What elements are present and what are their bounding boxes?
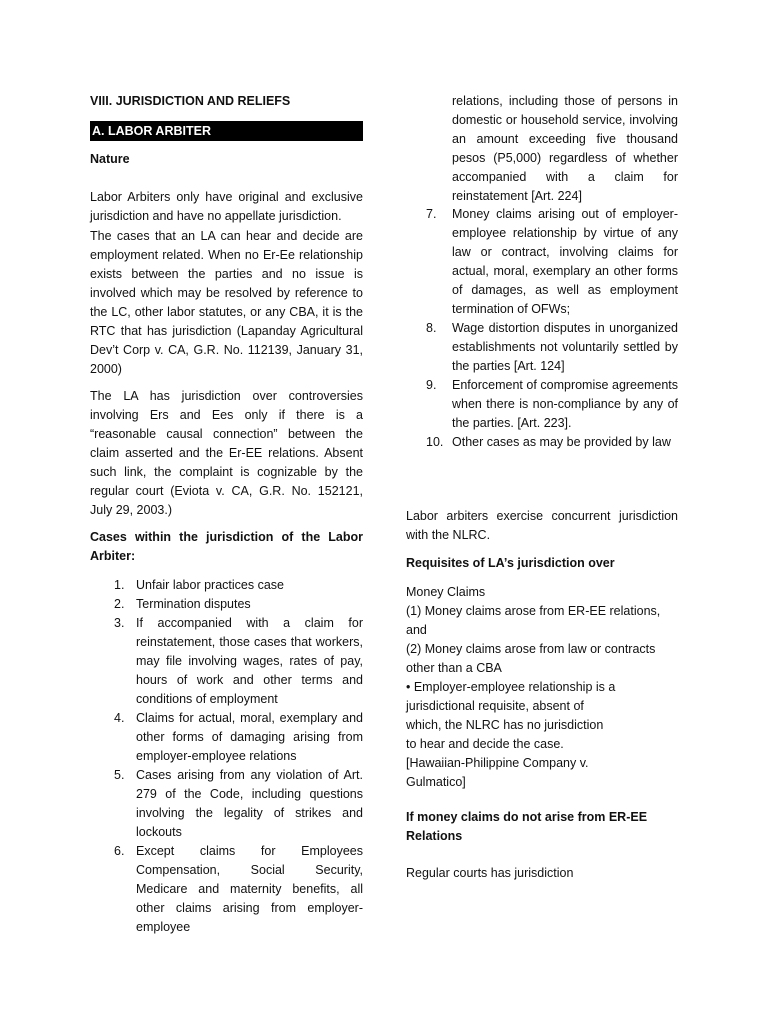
list-number: 5. (114, 768, 125, 782)
list-item (406, 376, 678, 433)
list-text: Other cases as may be provided by law (452, 435, 671, 449)
bullet-line: [Hawaiian-Philippine Company v. (406, 756, 589, 770)
list-text: Claims for actual, moral, exemplary and other forms of damaging arising from employer-employee relations (136, 711, 363, 763)
requisite-1: (1) Money claims arose from ER-EE relations, and (406, 604, 661, 637)
list-item (406, 205, 678, 319)
list-item (406, 319, 678, 376)
paragraph-employment-related: The cases that an LA can hear and decide are employment related. When no Er-Ee relationship exists between the parties and no issue is involved which may be resolved by reference to the LC, other labor statutes, or any CBA, it is the RTC that has jurisdiction (Lapanday Agricultural Dev’t Corp v. CA, G.R. No. 112139, January 31, 2000) (90, 229, 363, 376)
not-arise-heading: If money claims do not arise from ER-EE Relations (406, 810, 648, 843)
list-number: 4. (114, 711, 125, 725)
cases-list-left (90, 576, 363, 937)
list-text: Termination disputes (136, 597, 251, 611)
list-text: Enforcement of compromise agreements when there is non-compliance by any of the parties. [Art. 223]. (452, 378, 678, 430)
list-text: Wage distortion disputes in unorganized establishments not voluntarily settled by the parties [Art. 124] (452, 321, 678, 373)
concurrent-jurisdiction: Labor arbiters exercise concurrent jurisdiction with the NLRC. (406, 509, 678, 542)
list-item (90, 842, 363, 937)
money-claims-label: Money Claims (406, 585, 486, 599)
paragraph-causal-connection: The LA has jurisdiction over controversies involving Ers and Ees only if there is a “reasonable causal connection” between the claim asserted and the Er-EE relations. Absent such link, the complaint is cognizable by the regular court (Eviota v. CA, G.R. No. 152121, July 29, 2003.) (90, 389, 363, 517)
requisite-2: (2) Money claims arose from law or contracts other than a CBA (406, 642, 656, 675)
list-number: 2. (114, 597, 125, 611)
left-column-body (90, 0, 363, 1024)
bullet-line: jurisdictional requisite, absent of (406, 699, 584, 713)
bullet-line: to hear and decide the case. (406, 737, 564, 751)
list-item (406, 433, 678, 452)
regular-courts-text: Regular courts has jurisdiction (406, 866, 574, 880)
subsection-header-bar: A. LABOR ARBITER (90, 121, 363, 141)
right-column (406, 0, 678, 1024)
cases-heading: Cases within the jurisdiction of the Labor Arbiter: (90, 530, 363, 563)
requisites-heading: Requisites of LA’s jurisdiction over (406, 556, 615, 570)
list-item (90, 576, 363, 595)
list-item (90, 614, 363, 709)
list-number: 6. (114, 844, 125, 858)
money-claims-block (406, 583, 678, 792)
continued-item-6: relations, including those of persons in domestic or household service, involving an amount exceeding five thousand pesos (P5,000) regardless of whether accompanied with a claim for reinstatement [Art. 224] (452, 94, 678, 203)
list-text: If accompanied with a claim for reinstatement, those cases that workers, may file involving wages, rates of pay, hours of work and other terms and conditions of employment (136, 616, 363, 706)
list-text: Money claims arising out of employer-employee relationship by virtue of any law or contract, involving claims for actual, moral, exemplary an other forms of damages, as well as employment termination of OFWs; (452, 207, 678, 316)
list-number: 7. (426, 207, 437, 221)
list-number: 9. (426, 378, 437, 392)
section-title: VIII. JURISDICTION AND RELIEFS (90, 94, 291, 108)
nature-heading: Nature (90, 152, 130, 166)
list-number: 1. (114, 578, 125, 592)
list-text: Except claims for Employees Compensation, Social Security, Medicare and maternity benefits, all other claims arising from employer-employee (136, 844, 363, 934)
paragraph-original-jurisdiction: Labor Arbiters only have original and exclusive jurisdiction and have no appellate jurisdiction. (90, 190, 363, 223)
bullet-line: Gulmatico] (406, 775, 466, 789)
bullet-line: which, the NLRC has no jurisdiction (406, 718, 604, 732)
list-number: 3. (114, 616, 125, 630)
list-item (90, 709, 363, 766)
list-item (90, 595, 363, 614)
bullet-line: • Employer-employee relationship is a (406, 680, 616, 694)
list-item (90, 766, 363, 842)
list-text: Cases arising from any violation of Art. 279 of the Code, including questions involving the legality of strikes and lockouts (136, 768, 363, 839)
list-text: Unfair labor practices case (136, 578, 284, 592)
cases-list-right (406, 205, 678, 452)
list-number: 8. (426, 321, 437, 335)
list-number: 10. (426, 435, 444, 449)
